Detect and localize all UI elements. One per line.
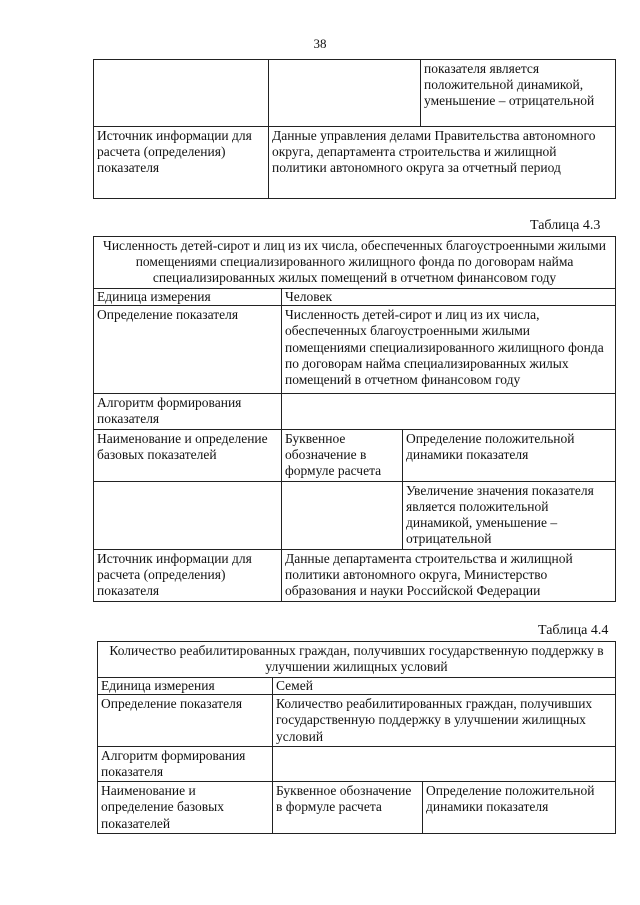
dynamics-label-cell: Определение положительной динамики показателя	[423, 782, 616, 834]
table-previous-continuation	[93, 59, 616, 199]
source-value-cell: Данные департамента строительства и жилищной политики автономного округа, Министерство образования и науки Российской Федерации	[282, 549, 616, 601]
table-cell-empty	[94, 60, 269, 127]
table-4-3-caption: Таблица 4.3	[530, 218, 601, 233]
table-title-cell: Количество реабилитированных граждан, получивших государственную поддержку в улучшении жилищных условий	[98, 642, 616, 678]
table-row	[94, 306, 616, 394]
table-cell-empty	[269, 60, 421, 127]
unit-value-cell: Человек	[282, 289, 616, 306]
dynamics-label-cell: Определение положительной динамики показателя	[403, 429, 616, 481]
page-number: 38	[313, 36, 327, 51]
dynamics-value-cell: показателя является положительной динамикой, уменьшение – отрицательной	[421, 60, 616, 127]
unit-label-cell: Единица измерения	[98, 678, 273, 695]
table-row	[98, 695, 616, 747]
algorithm-value-cell	[273, 746, 616, 781]
table-row	[94, 127, 616, 199]
table-row	[94, 394, 616, 429]
source-value-cell: Данные управления делами Правительства автономного округа, департамента строительства и жилищной политики автономного округа за отчетный период	[269, 127, 616, 199]
table-row	[94, 60, 616, 127]
letter-designation-cell: Буквенное обозначение в формуле расчета	[282, 429, 403, 481]
definition-label-cell: Определение показателя	[94, 306, 282, 394]
table-row	[98, 782, 616, 834]
unit-value-cell: Семей	[273, 678, 616, 695]
definition-value-cell: Численность детей-сирот и лиц из их числа, обеспеченных благоустроенными жилыми помещениями специализированного жилищного фонда по договорам найма специализированных жилых помещений в отчетном финансовом году	[282, 306, 616, 394]
table-row	[94, 237, 616, 289]
table-row	[94, 481, 616, 549]
table-row	[98, 746, 616, 781]
dynamics-value-cell: Увеличение значения показателя является положительной динамикой, уменьшение – отрицательной	[403, 481, 616, 549]
table-4-3	[93, 236, 616, 602]
definition-label-cell: Определение показателя	[98, 695, 273, 747]
base-indicators-label-cell: Наименование и определение базовых показателей	[94, 429, 282, 481]
unit-label-cell: Единица измерения	[94, 289, 282, 306]
algorithm-label-cell: Алгоритм формирования показателя	[98, 746, 273, 781]
table-row	[94, 429, 616, 481]
table-cell-empty	[94, 481, 282, 549]
table-4-4	[97, 641, 616, 834]
definition-value-cell: Количество реабилитированных граждан, получивших государственную поддержку в улучшении жилищных условий	[273, 695, 616, 747]
base-indicators-label-cell: Наименование и определение базовых показателей	[98, 782, 273, 834]
table-title-cell: Численность детей-сирот и лиц из их числа, обеспеченных благоустроенными жилыми помещениями специализированного жилищного фонда по договорам найма специализированных жилых помещений в отчетном финансовом году	[94, 237, 616, 289]
algorithm-label-cell: Алгоритм формирования показателя	[94, 394, 282, 429]
source-label-cell: Источник информации для расчета (определения) показателя	[94, 549, 282, 601]
table-4-4-caption: Таблица 4.4	[538, 623, 609, 638]
algorithm-value-cell	[282, 394, 616, 429]
source-label-cell: Источник информации для расчета (определения) показателя	[94, 127, 269, 199]
table-row	[94, 289, 616, 306]
table-row	[98, 678, 616, 695]
table-row	[94, 549, 616, 601]
table-cell-empty	[282, 481, 403, 549]
table-row	[98, 642, 616, 678]
letter-designation-cell: Буквенное обозначение в формуле расчета	[273, 782, 423, 834]
